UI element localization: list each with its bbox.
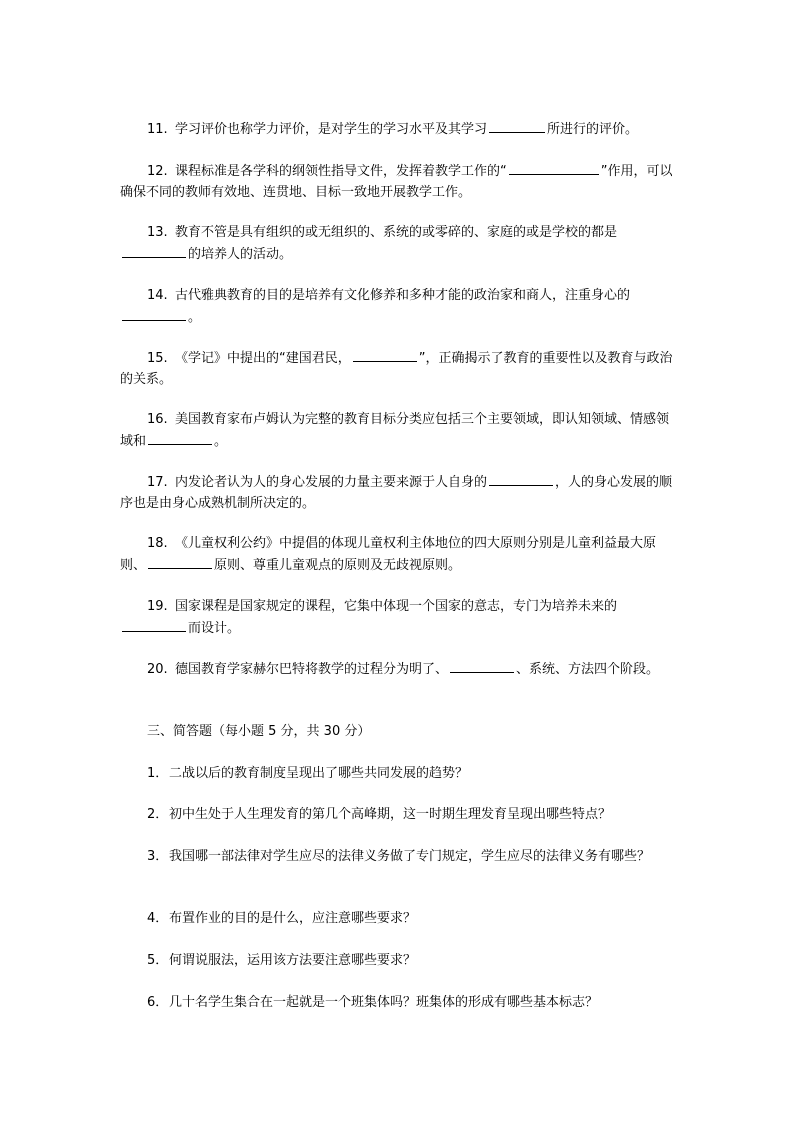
short-answer-1: 1．二战以后的教育制度呈现出了哪些共同发展的趋势？ xyxy=(147,766,469,781)
answer-blank[interactable] xyxy=(450,658,514,673)
question-20: 20. 德国教育学家赫尔巴特将教学的过程分为明了、 、系统、方法四个阶段。 xyxy=(120,658,680,680)
question-11: 11. 学习评价也称学力评价，是对学生的学习水平及其学习 所进行的评价。 xyxy=(120,118,680,140)
question-14: 14. 古代雅典教育的目的是培养有文化修养和多种才能的政治家和商人，注重身心的。 xyxy=(120,285,680,328)
section-heading: 三、简答题（每小题 5 分，共 30 分） xyxy=(147,724,371,739)
answer-blank[interactable] xyxy=(489,471,553,486)
question-16: 16. 美国教育家布卢姆认为完整的教育目标分类应包括三个主要领域，即认知领域、情感领域和 。 xyxy=(120,412,670,449)
answer-blank[interactable] xyxy=(509,160,599,175)
short-answer-3: 3．我国哪一部法律对学生应尽的法律义务做了专门规定，学生应尽的法律义务有哪些？ xyxy=(147,849,651,864)
answer-blank[interactable] xyxy=(489,118,545,133)
answer-blank[interactable] xyxy=(122,617,186,632)
answer-blank[interactable] xyxy=(122,243,186,258)
question-15: 15. 《学记》中提出的“建国君民， ”，正确揭示了教育的重要性以及教育与政治的关系。 xyxy=(120,347,680,390)
answer-blank[interactable] xyxy=(122,306,186,321)
short-answer-4: 4．布置作业的目的是什么，应注意哪些要求？ xyxy=(147,911,417,926)
answer-blank[interactable] xyxy=(353,347,417,362)
question-12: 12. 课程标准是各学科的纲领性指导文件，发挥着教学工作的“ ”作用，可以确保不同的教师有效地、连贯地、目标一致地开展教学工作。 xyxy=(120,160,680,203)
question-18: 18. 《儿童权利公约》中提倡的体现儿童权利主体地位的四大原则分别是儿童利益最大原则、 原则、尊重儿童观点的原则及无歧视原则。 xyxy=(120,536,657,573)
answer-blank[interactable] xyxy=(148,430,212,445)
short-answer-6: 6．几十名学生集合在一起就是一个班集体吗？班集体的形成有哪些基本标志？ xyxy=(147,995,599,1010)
question-19: 19. 国家课程是国家规定的课程，它集中体现一个国家的意志，专门为培养未来的而设计。 xyxy=(120,596,680,639)
short-answer-2: 2．初中生处于人生理发育的第几个高峰期，这一时期生理发育呈现出哪些特点？ xyxy=(147,807,612,822)
short-answer-5: 5．何谓说服法，运用该方法要注意哪些要求？ xyxy=(147,953,417,968)
answer-blank[interactable] xyxy=(148,554,212,569)
question-17: 17. 内发论者认为人的身心发展的力量主要来源于人自身的 ，人的身心发展的顺序也是由身心成熟机制所决定的。 xyxy=(120,471,680,514)
question-13: 13. 教育不管是具有组织的或无组织的、系统的或零碎的、家庭的或是学校的都是的培养人的活动。 xyxy=(120,222,680,265)
